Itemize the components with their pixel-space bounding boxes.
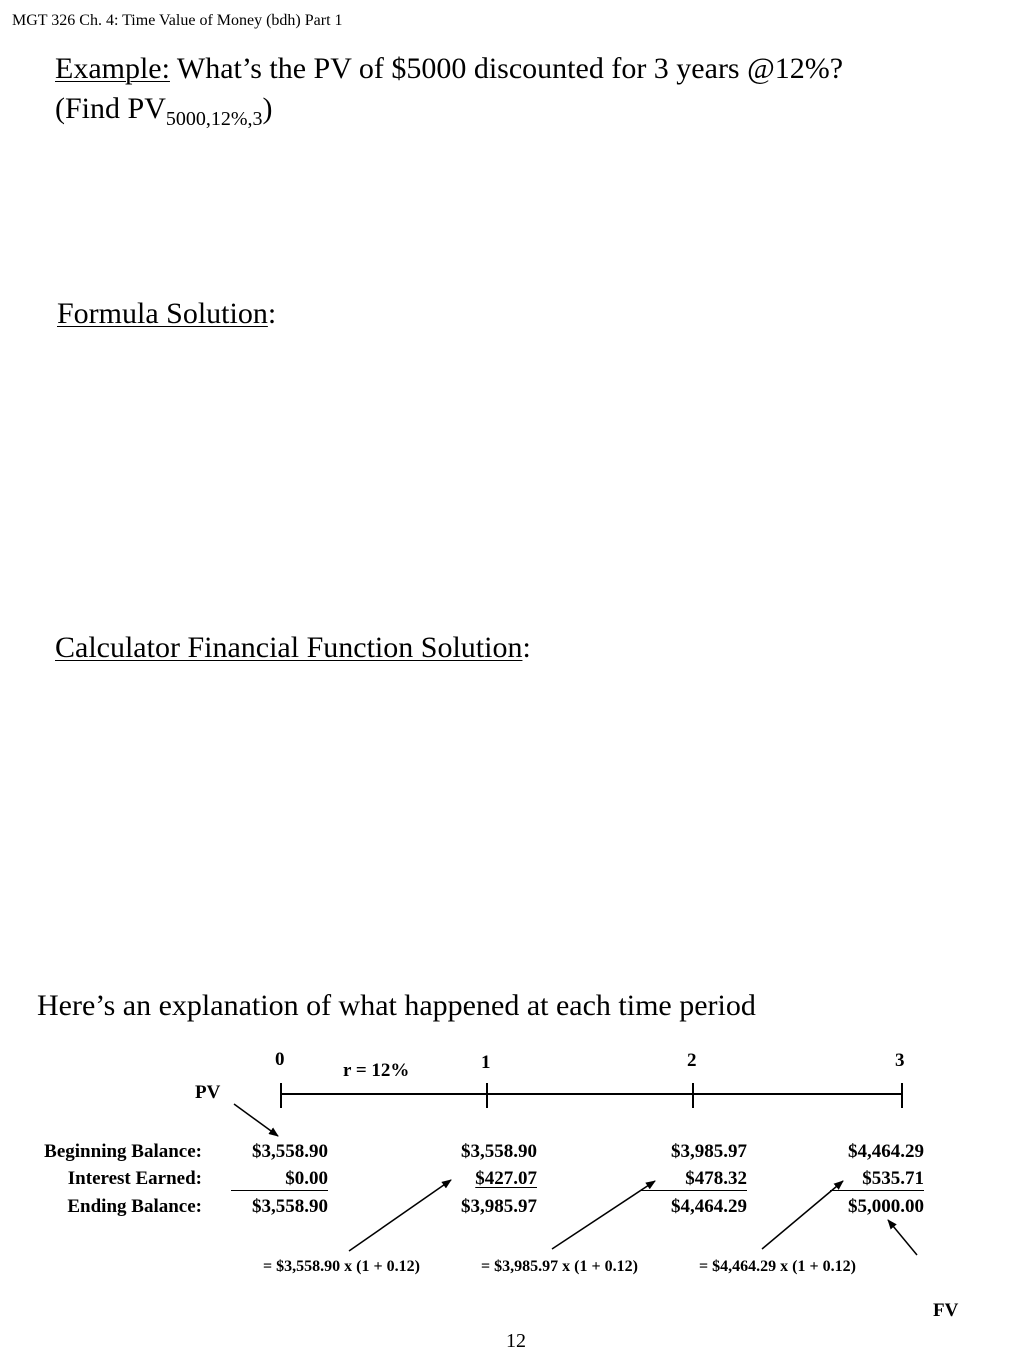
period-3-label: 3 (895, 1050, 905, 1071)
col1-beginning: $3,558.90 (461, 1141, 537, 1162)
example-question-text: What’s the PV of $5000 discounted for 3 years @12%? (169, 52, 844, 85)
rate-label: r = 12% (343, 1060, 410, 1081)
explanation-heading: Here’s an explanation of what happened at each time period (37, 989, 756, 1022)
equation-2: = $3,985.97 x (1 + 0.12) (481, 1258, 638, 1275)
pv-arrow (234, 1104, 278, 1136)
page-number: 12 (506, 1330, 526, 1352)
fv-label: FV (933, 1300, 959, 1321)
formula-colon: : (267, 297, 277, 330)
period-1-label: 1 (481, 1052, 491, 1073)
calculator-heading-text: Calculator Financial Function Solution (55, 631, 523, 664)
col2-ending: $4,464.29 (671, 1196, 747, 1217)
col1-ending: $3,985.97 (461, 1196, 537, 1217)
equation-1: = $3,558.90 x (1 + 0.12) (263, 1258, 420, 1275)
equation-3: = $4,464.29 x (1 + 0.12) (699, 1258, 856, 1275)
col0-interest: $0.00 (231, 1168, 328, 1191)
col3-beginning: $4,464.29 (848, 1141, 924, 1162)
pv-label: PV (195, 1082, 221, 1103)
col3-interest: $535.71 (830, 1168, 924, 1191)
find-subscript: 5000,12%,3 (165, 108, 263, 130)
period-0-label: 0 (275, 1049, 285, 1070)
row-label-ending: Ending Balance: (67, 1196, 202, 1217)
col1-interest: $427.07 (475, 1168, 537, 1189)
col0-ending: $3,558.90 (252, 1196, 328, 1217)
col2-interest: $478.32 (640, 1168, 747, 1191)
find-close: ) (262, 92, 273, 125)
row-label-interest: Interest Earned: (67, 1168, 202, 1189)
col0-beginning: $3,558.90 (252, 1141, 328, 1162)
formula-heading-text: Formula Solution (57, 297, 268, 330)
find-open: (Find PV (55, 92, 166, 125)
fv-arrow (888, 1220, 917, 1255)
col3-ending: $5,000.00 (848, 1196, 924, 1217)
page-header: MGT 326 Ch. 4: Time Value of Money (bdh) Part 1 (12, 12, 343, 29)
example-label: Example: (55, 52, 170, 85)
row-label-beginning: Beginning Balance: (44, 1141, 202, 1162)
period-2-label: 2 (687, 1050, 697, 1071)
col2-beginning: $3,985.97 (671, 1141, 747, 1162)
calculator-colon: : (522, 631, 531, 664)
